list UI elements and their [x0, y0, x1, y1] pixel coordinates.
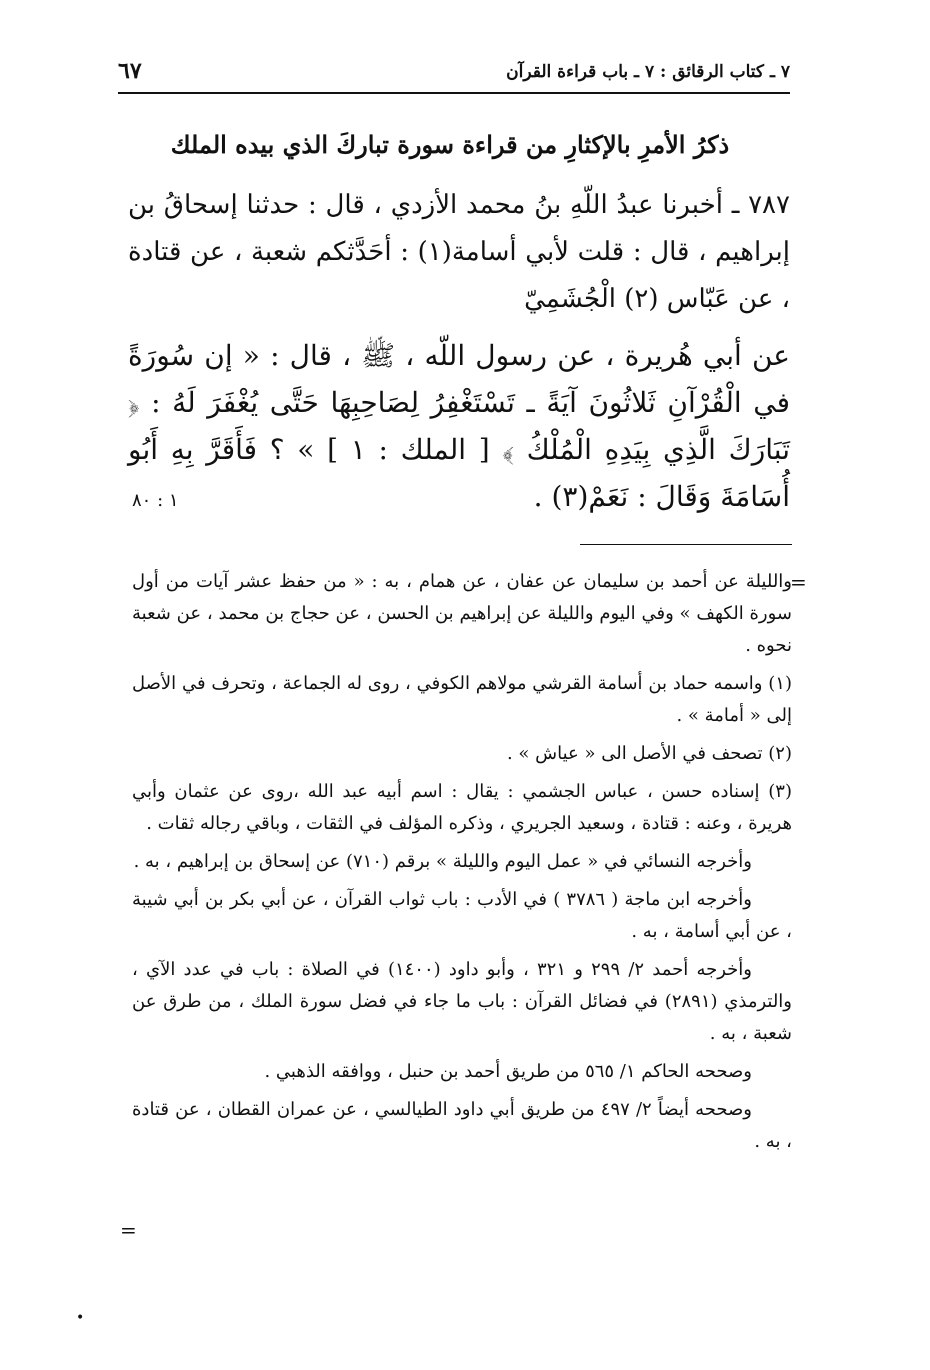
page-header: [118, 52, 790, 94]
page-number: ٦٧: [118, 58, 142, 84]
running-head: ٧ ـ كتاب الرقائق : ٧ ـ باب قراءة القرآن: [506, 62, 790, 82]
footnote-2: (٢) تصحف في الأصل الى « عياش » .: [506, 743, 792, 764]
footnote-3: (٣) إسناده حسن ، عباس الجشمي : يقال : اسم أبيه عبد الله ،روى عن عثمان وأبي هريرة ، وعنه : قتادة ، وسعيد الجريري ، وذكره المؤلف في الثقات ، وباقي رجاله ثقات .: [132, 781, 792, 834]
footnote-3-ibn-majah: وأخرجه ابن ماجة ( ٣٧٨٦ ) في الأدب : باب ثواب القرآن ، عن أبي بكر بن أبي شيبة ، عن أبي أسامة ، به .: [132, 889, 792, 942]
footnote-end-marker: =: [120, 1218, 137, 1242]
footnote-continuation-marker: =: [790, 570, 807, 594]
hadith-matn: عن أبي هُريرة ، عن رسول اللّه ، ﷺ ، قال : « إن سُورَةً في الْقُرْآنِ ثَلاثُونَ آيَةً ـ تَسْتَغْفِرُ لِصَاحِبِهَا حَتَّى يُغْفَرَ لَهُ : ﴿ تَبَارَكَ الَّذِي بِيَدِهِ الْمُلْكُ ﴾ [ الملك : ١ ] » ؟ فَأَقَرَّ بِهِ أَبُو أُسَامَةَ وَقَالَ : نَعَمْ(٣) .: [128, 339, 790, 513]
cross-reference: ١ : ٨٠: [132, 490, 179, 511]
footnote-continuation: والليلة عن أحمد بن سليمان عن عفان ، عن همام ، به : « من حفظ عشر آيات من أول سورة الكهف » وفي اليوم والليلة عن إبراهيم بن الحسن ، عن حجاج بن محمد ، عن شعبة نحوه .: [132, 571, 792, 656]
footnote-3-nasai: وأخرجه النسائي في « عمل اليوم والليلة » برقم (٧١٠) عن إسحاق بن إبراهيم ، به .: [133, 851, 752, 872]
footnote-1: (١) واسمه حماد بن أسامة القرشي مولاهم الكوفي ، روى له الجماعة ، وتحرف في الأصل إلى « أمامة » .: [132, 673, 792, 726]
footnote-3-ahmad: وأخرجه أحمد ٢/ ٢٩٩ و ٣٢١ ، وأبو داود (١٤٠٠) في الصلاة : باب في عدد الآي ، والترمذي (٢٨٩١) في فضائل القرآن : باب ما جاء في فضل سورة الملك ، من طرق عن شعبة ، به .: [132, 959, 792, 1044]
footnotes: [132, 566, 792, 1164]
hadith-isnad: ٧٨٧ ـ أخبرنا عبدُ اللّهِ بنُ محمد الأزدي ، قال : حدثنا إسحاقُ بن إبراهيم ، قال : قلت لأبي أسامة(١) : أحَدَّثكم شعبة ، عن قتادة ، عن عَبّاس (٢) الْجُشَمِيّ: [128, 190, 790, 314]
footnote-3-hakim: وصححه الحاكم ١/ ٥٦٥ من طريق أحمد بن حنبل ، ووافقه الذهبي .: [264, 1061, 752, 1082]
footnote-separator: [580, 544, 792, 545]
print-speck: •: [76, 1310, 85, 1326]
section-title: ذكرُ الأمرِ بالإكثارِ من قراءة سورة تباركَ الذي بيده الملك: [170, 130, 730, 159]
footnote-3-hakim-2: وصححه أيضاً ٢/ ٤٩٧ من طريق أبي داود الطيالسي ، عن عمران القطان ، عن قتادة ، به .: [132, 1099, 792, 1152]
